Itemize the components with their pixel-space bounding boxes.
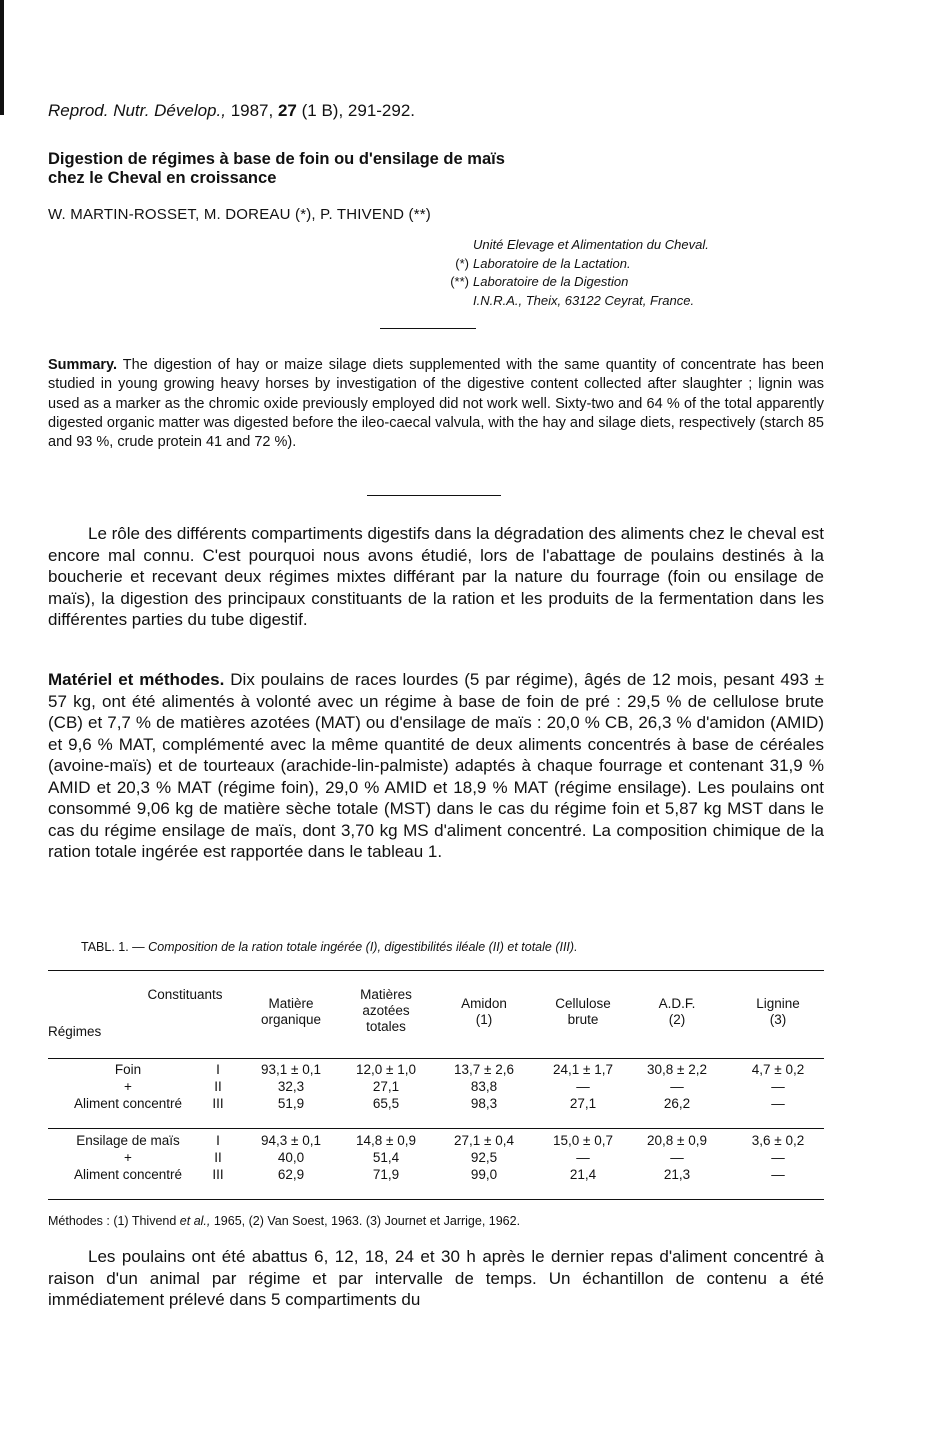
table-cell: — — [670, 1150, 684, 1165]
table-group-rule — [48, 1128, 824, 1129]
separator-rule — [380, 328, 476, 329]
methods-label: Matériel et méthodes. — [48, 670, 225, 689]
journal-name: Reprod. Nutr. Dévelop., — [48, 101, 226, 120]
footnote-text: 1965, (2) Van Soest, 1963. (3) Journet et Jarrige, 1962. — [213, 1214, 521, 1228]
citation-pages: (1 B), 291-292. — [301, 101, 416, 120]
column-header-line: (2) — [668, 1012, 686, 1027]
affiliation-line — [473, 236, 709, 255]
affiliation-line — [473, 292, 709, 311]
table-cell: 21,3 — [663, 1167, 691, 1182]
methods-paragraph — [48, 669, 824, 863]
header-regimes: Régimes — [48, 1024, 102, 1039]
column-header-matieres-azotees — [341, 987, 431, 1035]
table-cell: 24,1 ± 1,7 — [553, 1062, 613, 1077]
column-header-line: brute — [567, 1012, 599, 1027]
affiliation-line — [450, 273, 709, 292]
column-header-line: Cellulose — [555, 996, 611, 1011]
column-header-line: (1) — [475, 1012, 493, 1027]
table-footnote — [48, 1214, 520, 1228]
table-cell: 14,8 ± 0,9 — [356, 1133, 416, 1148]
column-header-lignine — [733, 996, 823, 1028]
table-cell: 27,1 — [569, 1096, 597, 1111]
table-cell: 40,0 — [277, 1150, 305, 1165]
table-cell: 26,2 — [663, 1096, 691, 1111]
table-cell: 4,7 ± 0,2 — [751, 1062, 805, 1077]
row-roman-numeral: III — [212, 1167, 224, 1182]
table-cell: 20,8 ± 0,9 — [647, 1133, 707, 1148]
table-cell: 27,1 — [372, 1079, 400, 1094]
header-constituants: Constituants — [147, 987, 223, 1002]
column-header-amidon — [439, 996, 529, 1028]
row-roman-numeral: II — [214, 1079, 222, 1094]
row-roman-numeral: I — [216, 1062, 220, 1077]
column-header-matiere-organique — [246, 996, 336, 1028]
affiliation-text: Laboratoire de la Lactation. — [473, 255, 631, 271]
author-list: W. MARTIN-ROSSET, M. DOREAU (*), P. THIVEND (**) — [48, 206, 431, 223]
regime-label: + — [124, 1150, 132, 1165]
column-header-line: Matières — [360, 987, 412, 1002]
column-header-cellulose-brute — [538, 996, 628, 1028]
regime-label: Aliment concentré — [73, 1167, 183, 1182]
table-cell: 62,9 — [277, 1167, 305, 1182]
column-header-line: Lignine — [756, 996, 800, 1011]
composition-table — [48, 970, 824, 1210]
column-header-line: Matière — [268, 996, 314, 1011]
table-cell: 92,5 — [470, 1150, 498, 1165]
table-bottom-rule — [48, 1199, 824, 1200]
table-cell: — — [576, 1079, 590, 1094]
table-cell: 3,6 ± 0,2 — [751, 1133, 805, 1148]
table-top-rule — [48, 970, 824, 971]
table-cell: 30,8 ± 2,2 — [647, 1062, 707, 1077]
citation-year: 1987, — [230, 101, 274, 120]
title-line-2: chez le Cheval en croissance — [48, 169, 277, 187]
table-cell: — — [771, 1167, 785, 1182]
table-cell: — — [576, 1150, 590, 1165]
table-header-rule — [48, 1058, 824, 1059]
footnote-etal: et al., — [179, 1214, 211, 1228]
summary-text: The digestion of hay or maize silage diets supplemented with the same quantity of concentrate has been studied in young growing heavy horses by investigation of the digestive content collected after slaughter ; lignin was used as a marker as the chromic oxide previously employed did not work well. Sixty-two and 64 % of the total apparently digested organic matter was digested before the ileo-caecal valvula, with the hay and silage diets, respectively (starch 85 and 93 %, crude protein 41 and 72 %). — [48, 357, 824, 451]
page-edge-mark — [0, 0, 4, 115]
table-cell: — — [670, 1079, 684, 1094]
affiliations — [450, 236, 709, 310]
article-title — [48, 150, 505, 188]
column-header-line: totales — [366, 1019, 406, 1034]
column-header-line: Amidon — [461, 996, 507, 1011]
row-roman-numeral: II — [214, 1150, 222, 1165]
table-cell: — — [771, 1096, 785, 1111]
column-header-adf — [632, 996, 722, 1028]
table-cell: 99,0 — [470, 1167, 498, 1182]
table-cell: 71,9 — [372, 1167, 400, 1182]
citation-volume: 27 — [277, 101, 297, 120]
table-caption-prefix: TABL. 1. — — [81, 940, 145, 954]
results-paragraph: Les poulains ont été abattus 6, 12, 18, 24 et 30 h après le dernier repas d'aliment concentré à raison d'un animal par régime et par intervalle de temps. Un échantillon de contenu a été immédiatement prélevé dans 5 compartiments du — [48, 1247, 824, 1309]
footnote-text: Méthodes : (1) Thivend — [48, 1214, 177, 1228]
table-cell: 21,4 — [569, 1167, 597, 1182]
affiliation-mark: (**) — [450, 274, 469, 289]
column-header-line: azotées — [362, 1003, 410, 1018]
affiliation-text: Unité Elevage et Alimentation du Cheval. — [473, 237, 709, 252]
title-line-1: Digestion de régimes à base de foin ou d'ensilage de maïs — [48, 150, 505, 168]
column-header-line: A.D.F. — [658, 996, 696, 1011]
table-cell: 51,9 — [277, 1096, 305, 1111]
table-caption — [81, 940, 578, 954]
table-cell: 15,0 ± 0,7 — [553, 1133, 613, 1148]
table-cell: 32,3 — [277, 1079, 305, 1094]
table-cell: 94,3 ± 0,1 — [261, 1133, 321, 1148]
row-roman-numeral: I — [216, 1133, 220, 1148]
table-cell: 65,5 — [372, 1096, 400, 1111]
table-cell: 13,7 ± 2,6 — [454, 1062, 514, 1077]
intro-paragraph: Le rôle des différents compartiments digestifs dans la dégradation des aliments chez le cheval est encore mal connu. C'est pourquoi nous avons étudié, lors de l'abattage de poulains destinés à la boucherie et recevant deux régimes mixtes différant par la nature du fourrage (foin ou ensilage de maïs), la digestion des principaux constituants de la ration et les produits de la fermentation dans les différentes parties du tube digestif. — [48, 524, 824, 629]
table-cell: 83,8 — [470, 1079, 498, 1094]
separator-rule — [367, 495, 501, 496]
summary-paragraph — [48, 356, 824, 452]
regime-label: Ensilage de maïs — [76, 1133, 180, 1148]
table-cell: 12,0 ± 1,0 — [356, 1062, 416, 1077]
table-cell: — — [771, 1079, 785, 1094]
column-header-line: organique — [260, 1012, 322, 1027]
journal-citation — [48, 101, 415, 121]
table-cell: 98,3 — [470, 1096, 498, 1111]
affiliation-text: Laboratoire de la Digestion — [473, 274, 629, 289]
affiliation-mark: (*) — [455, 255, 469, 271]
table-cell: 93,1 ± 0,1 — [261, 1062, 321, 1077]
table-cell: 51,4 — [372, 1150, 400, 1165]
row-roman-numeral: III — [212, 1096, 224, 1111]
affiliation-line — [455, 255, 709, 274]
table-cell: 27,1 ± 0,4 — [454, 1133, 514, 1148]
regime-label: Aliment concentré — [73, 1096, 183, 1111]
summary-label: Summary. — [48, 357, 118, 373]
column-header-line: (3) — [769, 1012, 787, 1027]
regime-label: Foin — [114, 1062, 142, 1077]
table-cell: — — [771, 1150, 785, 1165]
regime-label: + — [124, 1079, 132, 1094]
table-caption-text: Composition de la ration totale ingérée (I), digestibilités iléale (II) et totale (III). — [148, 940, 578, 954]
methods-text: Dix poulains de races lourdes (5 par régime), âgés de 12 mois, pesant 493 ± 57 kg, ont été alimentés à volonté avec un régime à base de foin de pré : 29,5 % de cellulose brute (CB) et 7,7 % de matières azotées (MAT) ou d'ensilage de maïs : 20,0 % CB, 26,3 % d'amidon (AMID) et 9,6 % MAT, complémenté avec la même quantité de deux aliments concentrés à base de céréales (avoine-maïs) et de tourteaux (arachide-lin-palmiste) adaptés à chaque fourrage et contenant 31,9 % AMID et 20,3 % MAT (régime foin), 29,0 % AMID et 18,9 % MAT (régime ensilage). Les poulains ont consommé 9,06 kg de matière sèche totale (MST) dans le cas du régime foin et 5,87 kg MST dans le cas du régime ensilage de maïs, dont 3,70 kg MS d'aliment concentré. La composition chimique de la ration totale ingérée est rapportée dans le tableau 1. — [48, 670, 824, 861]
affiliation-text: I.N.R.A., Theix, 63122 Ceyrat, France. — [473, 292, 695, 308]
